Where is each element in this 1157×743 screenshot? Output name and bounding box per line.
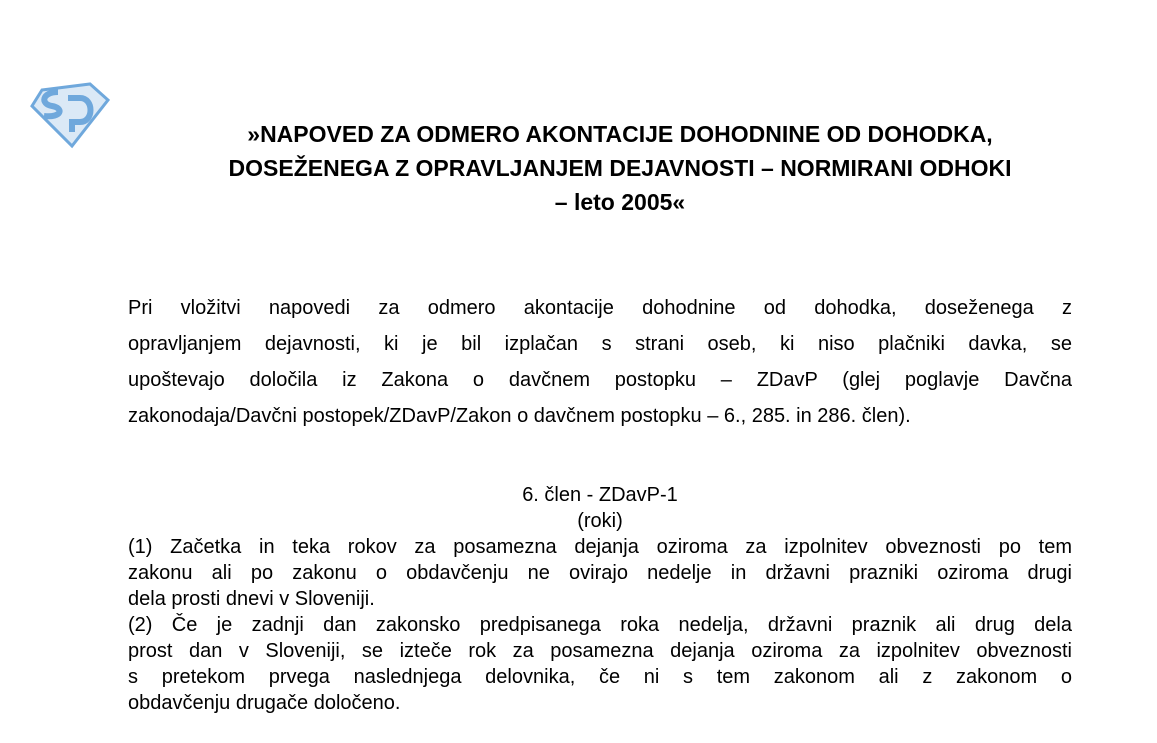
title-line: DOSEŽENEGA Z OPRAVLJANJEM DEJAVNOSTI – NORMIRANI ODHOKI [228, 155, 1012, 181]
article-heading: 6. člen - ZDavP-1 [522, 484, 678, 506]
article-line: obdavčenju drugače določeno. [128, 692, 401, 714]
article-line: (1) Začetka in teka rokov za posamezna dejanja oziroma za izpolnitev obveznosti po tem [128, 536, 1072, 558]
document-title [100, 117, 1140, 219]
article-line: zakonu ali po zakonu o obdavčenju ne ovirajo nedelje in državni prazniki oziroma drugi [128, 562, 1072, 584]
title-line: – leto 2005« [554, 189, 686, 215]
paragraph-line: upoštevajo določila iz Zakona o davčnem postopku – ZDavP (glej poglavje Davčna [128, 369, 1072, 391]
article-line: prost dan v Sloveniji, se izteče rok za posamezna dejanja oziroma za izpolnitev obveznosti [128, 640, 1072, 662]
paragraph-line: zakonodaja/Davčni postopek/ZDavP/Zakon o davčnem postopku – 6., 285. in 286. člen). [128, 405, 911, 427]
article-line: (2) Če je zadnji dan zakonsko predpisanega roka nedelja, državni praznik ali drug dela [128, 614, 1072, 636]
title-line: »NAPOVED ZA ODMERO AKONTACIJE DOHODNINE OD DOHODKA, [247, 121, 993, 147]
article-line: dela prosti dnevi v Sloveniji. [128, 588, 375, 610]
paragraph-line: Pri vložitvi napovedi za odmero akontacije dohodnine od dohodka, doseženega z [128, 297, 1072, 319]
paragraph-line: opravljanjem dejavnosti, ki je bil izplačan s strani oseb, ki niso plačniki davka, se [128, 333, 1072, 355]
article-line: s pretekom prvega naslednjega delovnika, če ni s tem zakonom ali z zakonom o [128, 666, 1072, 688]
intro-paragraph [128, 290, 1072, 434]
article-6 [128, 482, 1072, 716]
article-subheading: (roki) [577, 510, 623, 532]
